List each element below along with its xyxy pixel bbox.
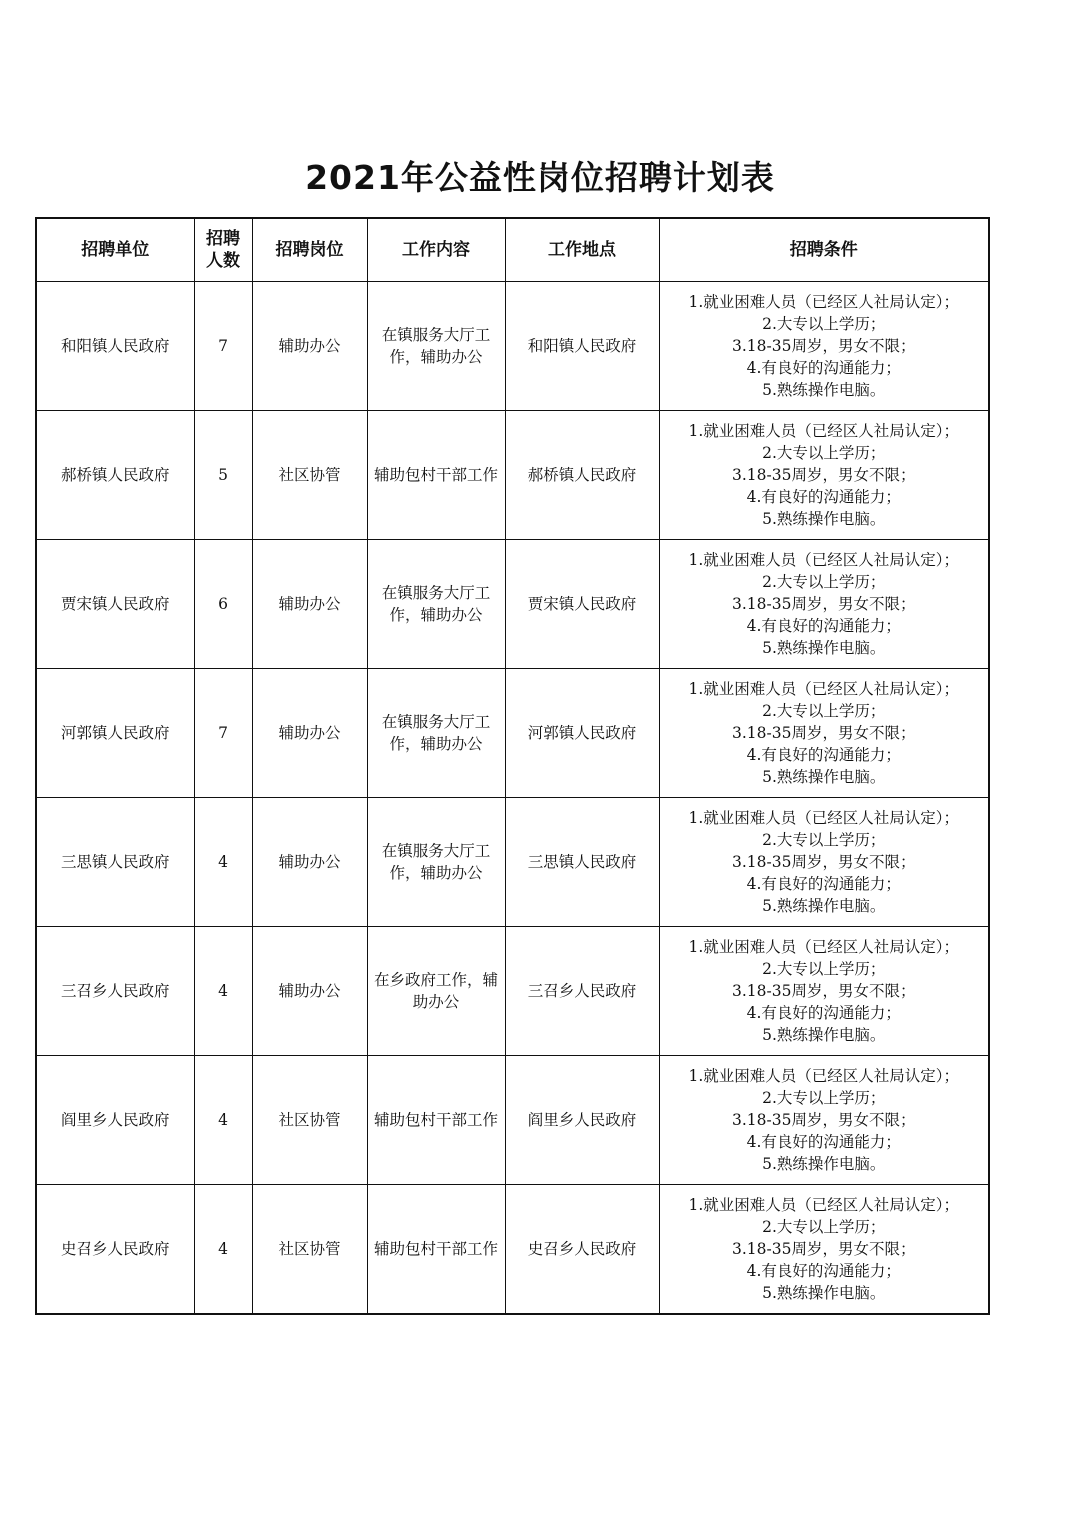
condition-line: 3.18-35周岁，男女不限； (732, 337, 916, 355)
condition-line: 4.有良好的沟通能力； (746, 1262, 901, 1280)
header-position: 招聘岗位 (252, 218, 367, 282)
cell-content: 辅助包村干部工作 (367, 411, 505, 540)
condition-line: 4.有良好的沟通能力； (746, 1133, 901, 1151)
cell-count: 7 (194, 669, 252, 798)
condition-line: 1.就业困难人员（已经区人社局认定）； (688, 293, 960, 311)
cell-location: 和阳镇人民政府 (505, 282, 659, 411)
condition-line: 5.熟练操作电脑。 (762, 897, 886, 915)
cell-unit: 郝桥镇人民政府 (36, 411, 194, 540)
condition-line: 4.有良好的沟通能力； (746, 359, 901, 377)
cell-location: 史召乡人民政府 (505, 1185, 659, 1315)
cell-content: 在镇服务大厅工作，辅助办公 (367, 798, 505, 927)
condition-line: 3.18-35周岁，男女不限； (732, 595, 916, 613)
cell-content: 辅助包村干部工作 (367, 1056, 505, 1185)
table-row (36, 669, 989, 798)
table-header-row (36, 218, 989, 282)
cell-conditions (659, 927, 989, 1056)
condition-line: 4.有良好的沟通能力； (746, 746, 901, 764)
cell-unit: 和阳镇人民政府 (36, 282, 194, 411)
cell-location: 三思镇人民政府 (505, 798, 659, 927)
condition-line: 1.就业困难人员（已经区人社局认定）； (688, 1067, 960, 1085)
cell-unit: 三召乡人民政府 (36, 927, 194, 1056)
page-title: 2021年公益性岗位招聘计划表 (305, 158, 775, 197)
cell-conditions (659, 1185, 989, 1315)
table-row (36, 1185, 989, 1315)
condition-line: 5.熟练操作电脑。 (762, 1026, 886, 1044)
condition-line: 3.18-35周岁，男女不限； (732, 853, 916, 871)
cell-count: 4 (194, 1056, 252, 1185)
condition-line: 4.有良好的沟通能力； (746, 488, 901, 506)
cell-conditions (659, 540, 989, 669)
condition-line: 5.熟练操作电脑。 (762, 381, 886, 399)
header-content: 工作内容 (367, 218, 505, 282)
condition-line: 2.大专以上学历； (762, 702, 886, 720)
condition-line: 3.18-35周岁，男女不限； (732, 1240, 916, 1258)
cell-location: 郝桥镇人民政府 (505, 411, 659, 540)
header-conditions: 招聘条件 (659, 218, 989, 282)
condition-line: 1.就业困难人员（已经区人社局认定）； (688, 809, 960, 827)
cell-content: 在乡政府工作，辅助办公 (367, 927, 505, 1056)
header-count-line2: 人数 (206, 251, 240, 271)
condition-line: 3.18-35周岁，男女不限； (732, 1111, 916, 1129)
cell-position: 社区协管 (252, 1185, 367, 1315)
cell-count: 4 (194, 1185, 252, 1315)
condition-line: 1.就业困难人员（已经区人社局认定）； (688, 938, 960, 956)
condition-line: 5.熟练操作电脑。 (762, 639, 886, 657)
cell-conditions (659, 282, 989, 411)
cell-count: 7 (194, 282, 252, 411)
header-count (194, 218, 252, 282)
cell-unit: 三思镇人民政府 (36, 798, 194, 927)
condition-line: 1.就业困难人员（已经区人社局认定）； (688, 422, 960, 440)
cell-location: 阎里乡人民政府 (505, 1056, 659, 1185)
table-row (36, 411, 989, 540)
condition-line: 2.大专以上学历； (762, 1218, 886, 1236)
cell-count: 5 (194, 411, 252, 540)
cell-content: 在镇服务大厅工作，辅助办公 (367, 540, 505, 669)
condition-line: 2.大专以上学历； (762, 573, 886, 591)
cell-count: 4 (194, 798, 252, 927)
cell-position: 辅助办公 (252, 798, 367, 927)
condition-line: 3.18-35周岁，男女不限； (732, 466, 916, 484)
condition-line: 4.有良好的沟通能力； (746, 875, 901, 893)
condition-line: 2.大专以上学历； (762, 315, 886, 333)
table-row (36, 1056, 989, 1185)
cell-position: 辅助办公 (252, 927, 367, 1056)
cell-conditions (659, 411, 989, 540)
cell-count: 6 (194, 540, 252, 669)
condition-line: 5.熟练操作电脑。 (762, 1155, 886, 1173)
cell-location: 河郭镇人民政府 (505, 669, 659, 798)
condition-line: 2.大专以上学历； (762, 831, 886, 849)
cell-conditions (659, 798, 989, 927)
condition-line: 5.熟练操作电脑。 (762, 768, 886, 786)
condition-line: 2.大专以上学历； (762, 1089, 886, 1107)
header-location: 工作地点 (505, 218, 659, 282)
cell-position: 社区协管 (252, 1056, 367, 1185)
cell-unit: 史召乡人民政府 (36, 1185, 194, 1315)
table-row (36, 540, 989, 669)
cell-count: 4 (194, 927, 252, 1056)
cell-content: 在镇服务大厅工作，辅助办公 (367, 669, 505, 798)
cell-position: 辅助办公 (252, 282, 367, 411)
condition-line: 4.有良好的沟通能力； (746, 1004, 901, 1022)
table-row (36, 282, 989, 411)
condition-line: 1.就业困难人员（已经区人社局认定）； (688, 551, 960, 569)
condition-line: 5.熟练操作电脑。 (762, 510, 886, 528)
table-body (36, 282, 989, 1315)
header-unit: 招聘单位 (36, 218, 194, 282)
cell-location: 贾宋镇人民政府 (505, 540, 659, 669)
cell-unit: 阎里乡人民政府 (36, 1056, 194, 1185)
header-count-line1: 招聘 (206, 229, 240, 249)
cell-content: 辅助包村干部工作 (367, 1185, 505, 1315)
cell-position: 社区协管 (252, 411, 367, 540)
condition-line: 1.就业困难人员（已经区人社局认定）； (688, 1196, 960, 1214)
condition-line: 2.大专以上学历； (762, 444, 886, 462)
cell-conditions (659, 669, 989, 798)
cell-unit: 贾宋镇人民政府 (36, 540, 194, 669)
cell-location: 三召乡人民政府 (505, 927, 659, 1056)
cell-unit: 河郭镇人民政府 (36, 669, 194, 798)
cell-content: 在镇服务大厅工作，辅助办公 (367, 282, 505, 411)
condition-line: 3.18-35周岁，男女不限； (732, 724, 916, 742)
condition-line: 5.熟练操作电脑。 (762, 1284, 886, 1302)
condition-line: 2.大专以上学历； (762, 960, 886, 978)
table-row (36, 927, 989, 1056)
recruitment-plan-table (35, 217, 990, 1315)
condition-line: 3.18-35周岁，男女不限； (732, 982, 916, 1000)
condition-line: 4.有良好的沟通能力； (746, 617, 901, 635)
cell-position: 辅助办公 (252, 669, 367, 798)
cell-position: 辅助办公 (252, 540, 367, 669)
table-row (36, 798, 989, 927)
cell-conditions (659, 1056, 989, 1185)
condition-line: 1.就业困难人员（已经区人社局认定）； (688, 680, 960, 698)
